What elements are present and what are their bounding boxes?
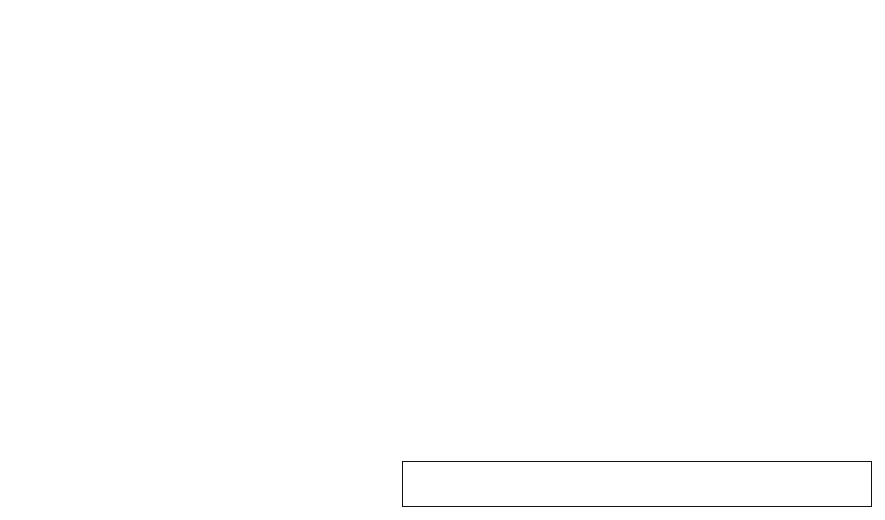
- bus-route-notice: [402, 461, 872, 507]
